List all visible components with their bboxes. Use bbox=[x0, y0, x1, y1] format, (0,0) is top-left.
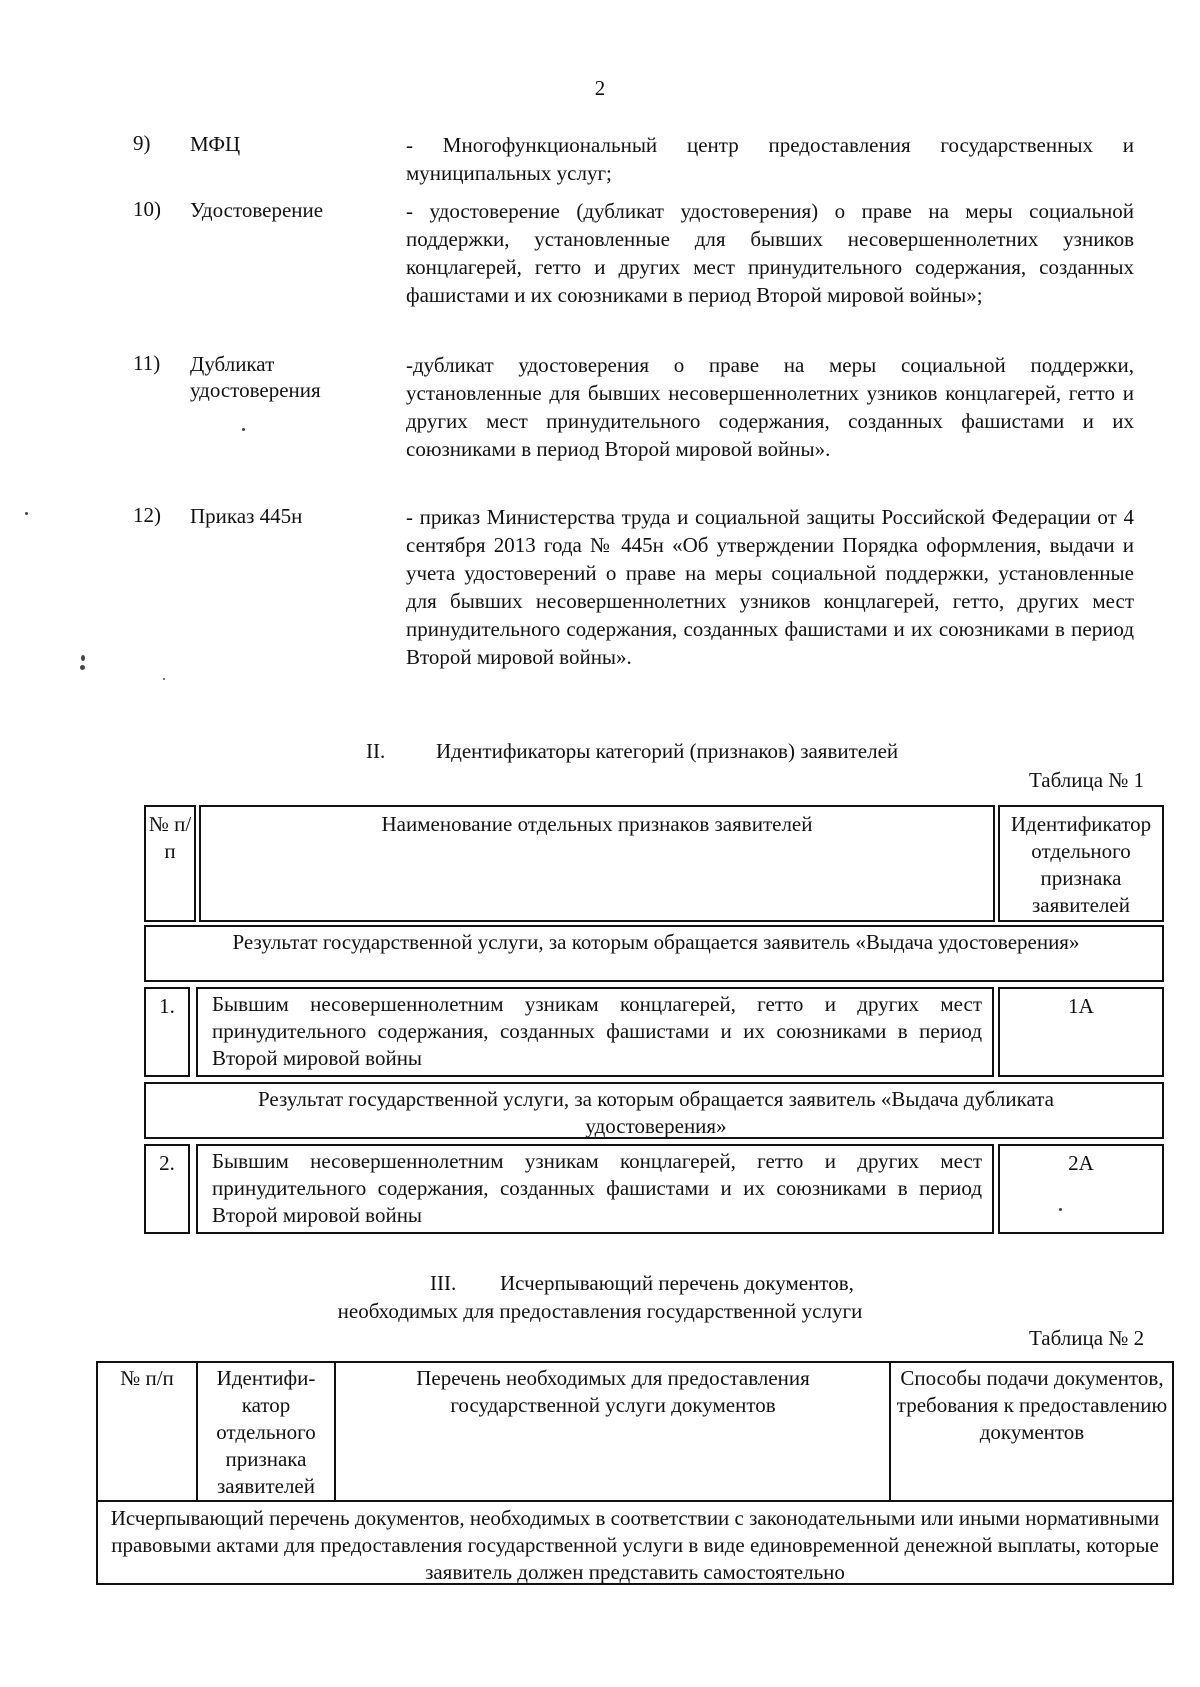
definition-term: МФЦ bbox=[190, 132, 241, 156]
definition-number: 10) bbox=[133, 197, 161, 221]
scan-speck bbox=[242, 428, 245, 431]
column-divider bbox=[889, 1363, 891, 1500]
row-number: 2. bbox=[159, 1151, 175, 1175]
row-num-cell bbox=[144, 1144, 190, 1234]
definition-term: Дубликат bbox=[190, 352, 275, 376]
result-row bbox=[144, 925, 1164, 982]
header-cell-num bbox=[144, 805, 196, 922]
scan-speck bbox=[80, 665, 85, 670]
row-identifier: 1А bbox=[1068, 994, 1094, 1018]
section-title: Идентификаторы категорий (признаков) заявителей bbox=[436, 739, 899, 763]
header-cell-name bbox=[199, 805, 995, 922]
definition-text: - Многофункциональный центр предоставления государственных и муниципальных услуг; bbox=[406, 133, 1134, 185]
section-numeral: II. bbox=[366, 739, 386, 763]
column-divider bbox=[334, 1363, 336, 1500]
scan-speck bbox=[25, 512, 28, 515]
definition-term: удостоверения bbox=[190, 378, 321, 402]
row-number: 1. bbox=[159, 994, 175, 1018]
column-header: Перечень необходимых для предоставления государственной услуги документов bbox=[416, 1366, 810, 1417]
definition-text: -дубликат удостоверения о праве на меры социальной поддержки, установленные для бывших несовершеннолетних узников концлагерей, гетто и других мест принудительного содержания, созданных фашистами и их союзниками в период Второй мировой войны». bbox=[406, 353, 1134, 461]
column-divider bbox=[196, 1363, 198, 1500]
column-header: Идентифи- катор отдельного признака заявителей bbox=[216, 1366, 316, 1498]
row-identifier: 2А bbox=[1068, 1151, 1094, 1175]
span-row-text: Исчерпывающий перечень документов, необходимых в соответствии с законодательными или иными нормативными правовыми актами для предоставления государственной услуги в виде единовременной денежной выплаты, которые заявитель должен представить самостоятельно bbox=[110, 1506, 1160, 1584]
column-header: № п/п bbox=[120, 1366, 174, 1390]
definition-text: - приказ Министерства труда и социальной защиты Российской Федерации от 4 сентября 2013 года № 445н «Об утверждении Порядка оформления, выдачи и учета удостоверений о праве на меры социальной поддержки, установленные для бывших несовершеннолетних узников концлагерей, гетто, других мест принудительного содержания, созданных фашистами и их союзниками в период Второй мировой войны». bbox=[406, 505, 1134, 669]
section-subtitle: необходимых для предоставления государственной услуги bbox=[337, 1299, 863, 1323]
row-text-cell bbox=[196, 1144, 994, 1234]
row-num-cell bbox=[144, 987, 190, 1077]
column-header: № п/п bbox=[148, 812, 192, 863]
scan-speck bbox=[163, 678, 165, 680]
table-2 bbox=[96, 1361, 1174, 1585]
table-caption: Таблица № 2 bbox=[1029, 1326, 1145, 1350]
definition-number: 12) bbox=[133, 503, 161, 527]
result-row bbox=[144, 1082, 1164, 1139]
row-text: Бывшим несовершеннолетним узникам концлагерей, гетто и других мест принудительного содержания, созданных фашистами и их союзниками в период Второй мировой войны bbox=[212, 1149, 982, 1227]
section-numeral: III. bbox=[430, 1271, 457, 1295]
definition-term: Удостоверение bbox=[190, 198, 324, 222]
column-header: Идентификатор отдельного признака заявителей bbox=[1010, 812, 1152, 917]
scan-speck bbox=[81, 655, 85, 661]
result-text: Результат государственной услуги, за которым обращается заявитель «Выдача дубликата удостоверения» bbox=[258, 1087, 1054, 1138]
result-text: Результат государственной услуги, за которым обращается заявитель «Выдача удостоверения» bbox=[232, 930, 1080, 954]
row-text-cell bbox=[196, 987, 994, 1077]
row-id-cell bbox=[998, 987, 1164, 1077]
header-cell-id bbox=[998, 805, 1164, 922]
scan-speck bbox=[1059, 1208, 1062, 1211]
row-divider bbox=[98, 1500, 1172, 1502]
row-id-cell bbox=[998, 1144, 1164, 1234]
definition-number: 11) bbox=[133, 351, 161, 375]
column-header: Наименование отдельных признаков заявителей bbox=[381, 812, 813, 836]
row-text: Бывшим несовершеннолетним узникам концлагерей, гетто и других мест принудительного содержания, созданных фашистами и их союзниками в период Второй мировой войны bbox=[212, 992, 982, 1070]
column-header: Способы подачи документов, требования к предоставлению документов bbox=[896, 1366, 1168, 1444]
table-caption: Таблица № 1 bbox=[1029, 768, 1145, 792]
page-number: 2 bbox=[594, 76, 606, 100]
definition-term: Приказ 445н bbox=[190, 504, 303, 528]
definition-number: 9) bbox=[133, 131, 151, 155]
definition-text: - удостоверение (дубликат удостоверения) о праве на меры социальной поддержки, установленные для бывших несовершеннолетних узников концлагерей, гетто и других мест принудительного содержания, созданных фашистами и их союзниками в период Второй мировой войны»; bbox=[406, 199, 1134, 307]
section-title: Исчерпывающий перечень документов, bbox=[500, 1271, 854, 1295]
